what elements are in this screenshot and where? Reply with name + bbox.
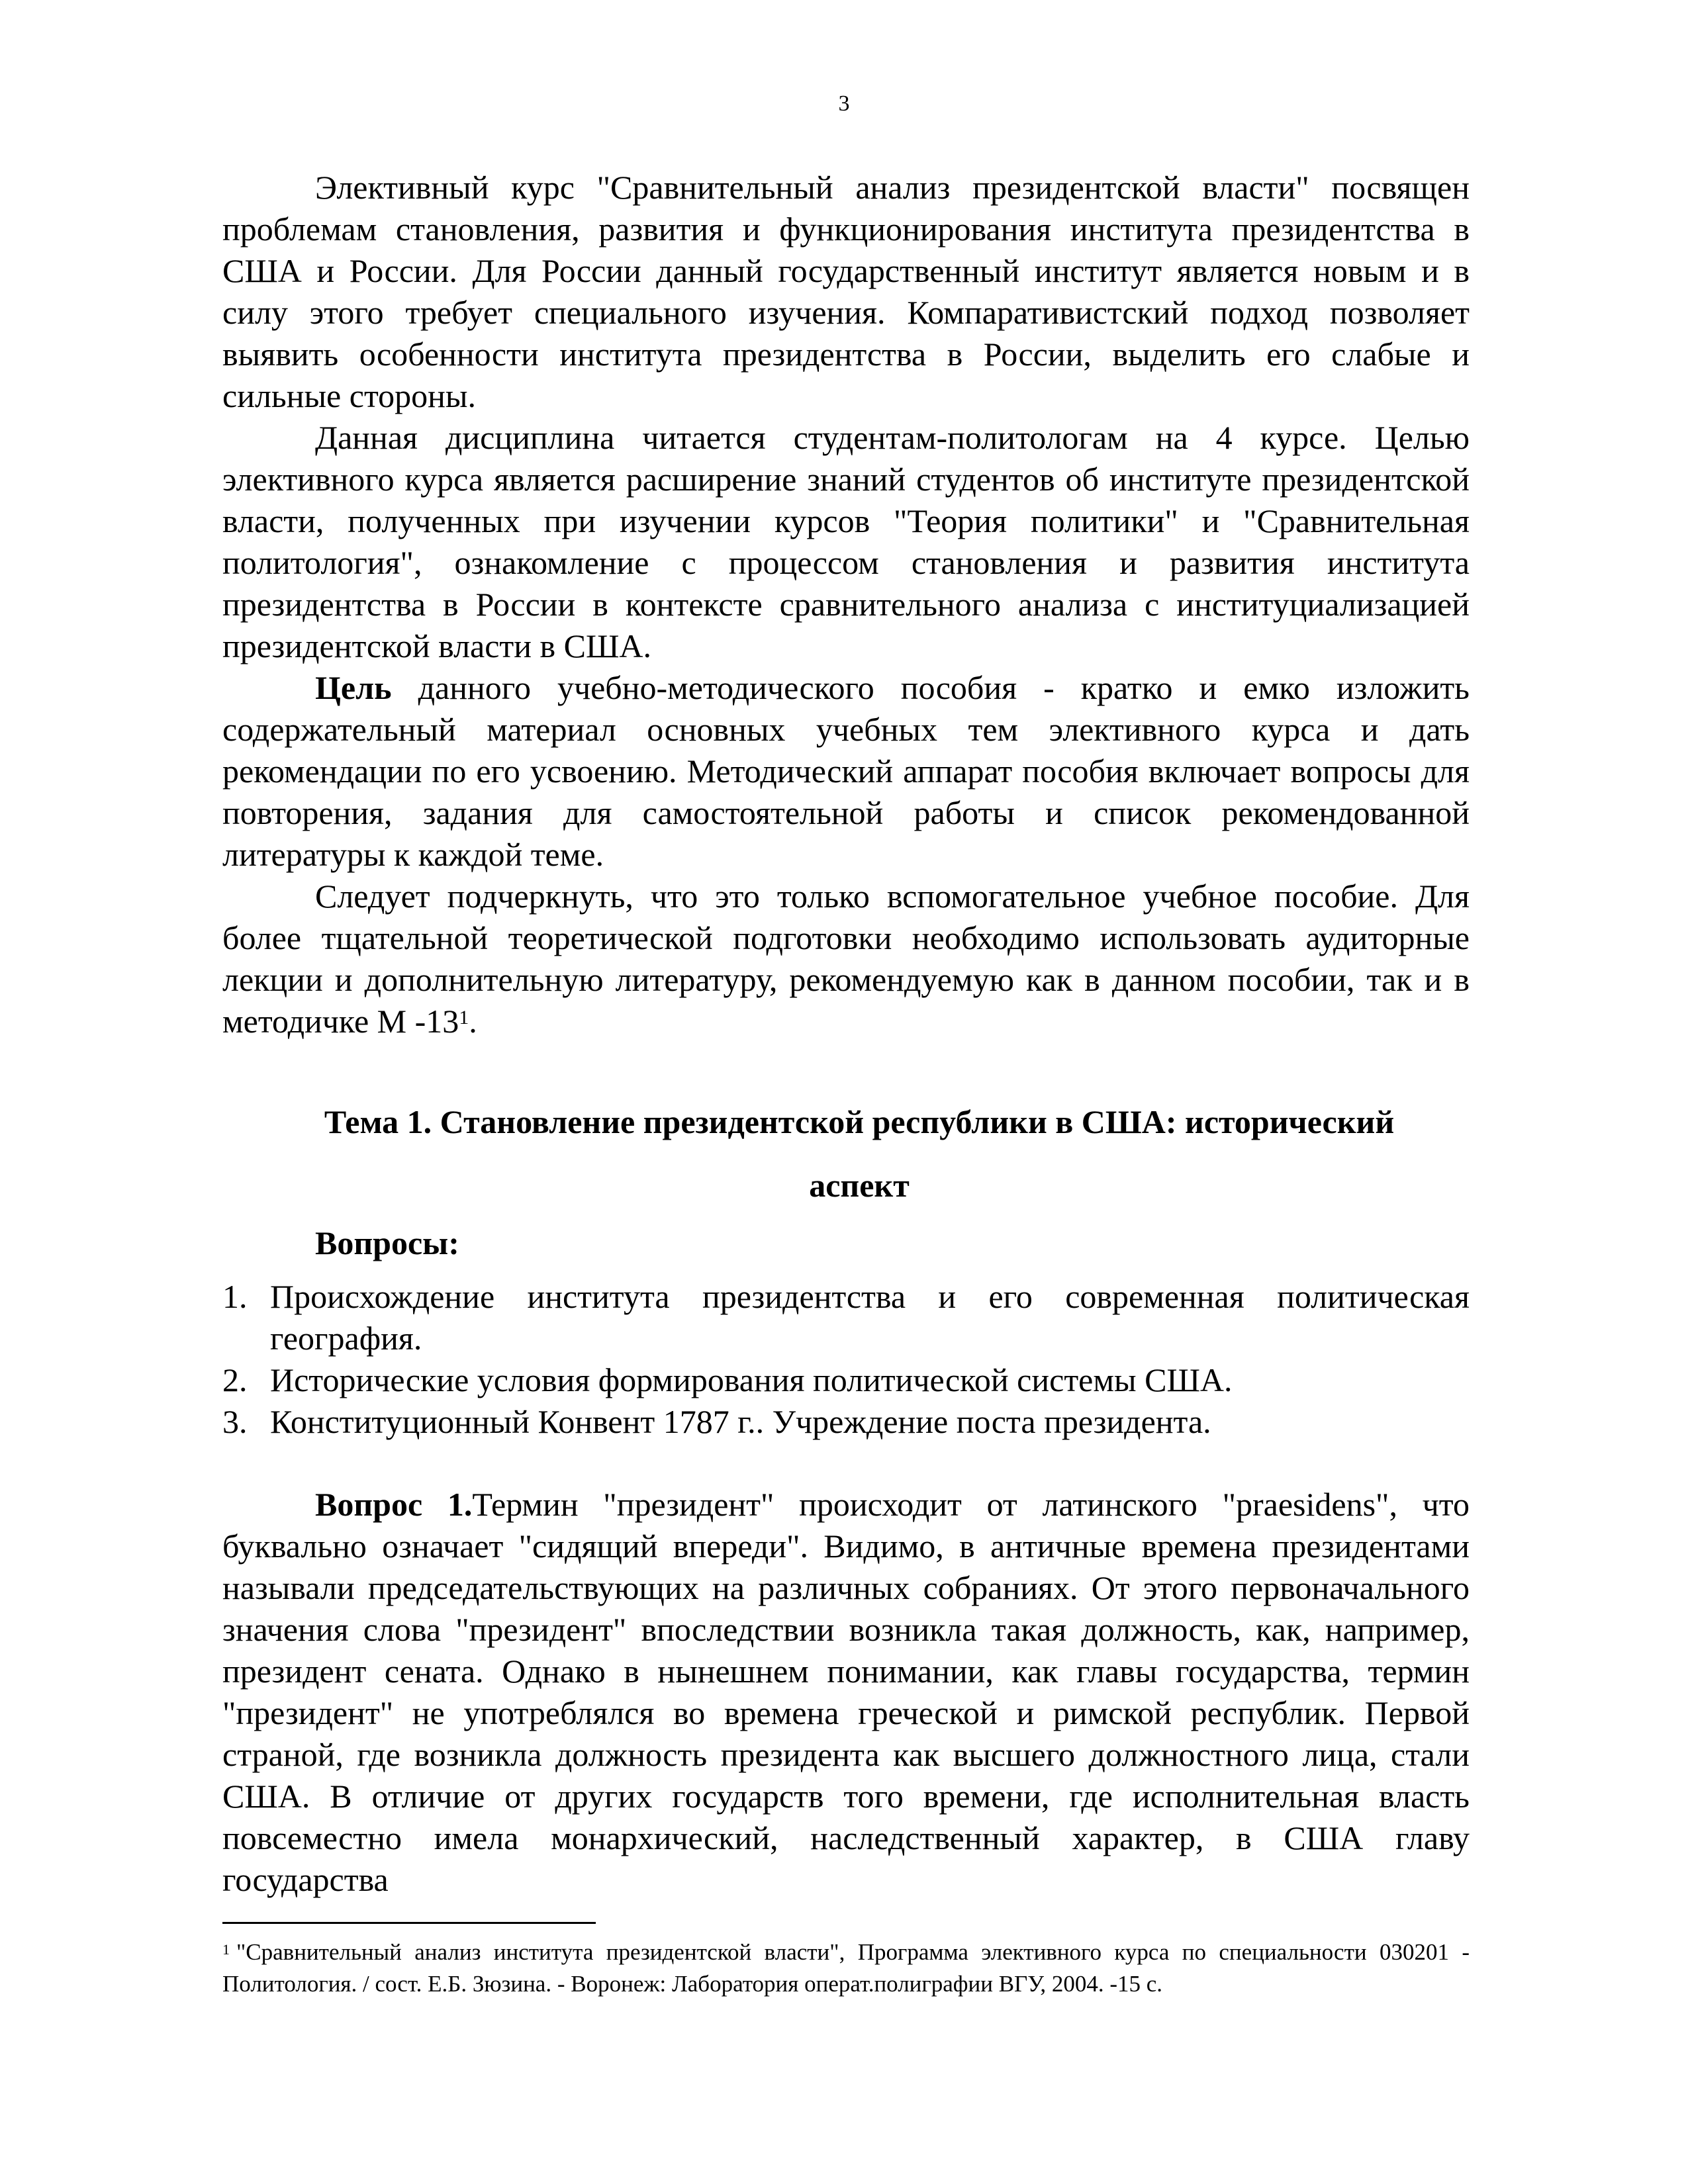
question-text: Исторические условия формирования политической системы США. xyxy=(270,1361,1233,1398)
questions-label: Вопросы: xyxy=(315,1224,459,1261)
question-text: Конституционный Конвент 1787 г.. Учреждение поста президента. xyxy=(270,1403,1211,1440)
goal-text: данного учебно-методического пособия - кратко и емко изложить содержательный материал основных учебных тем элективного курса и дать рекомендации по его усвоению. Методический аппарат пособия включает вопросы для повторения, задания для самостоятельной работы и список рекомендованной литературы к каждой теме. xyxy=(222,669,1470,873)
note-tail: . xyxy=(469,1003,477,1040)
footnote xyxy=(222,1936,1470,2000)
topic-heading-line-2: аспект xyxy=(809,1167,910,1204)
topic-heading-line-1: Тема 1. Становление президентской республики в США: исторический xyxy=(324,1103,1395,1140)
question-number: 2. xyxy=(222,1361,248,1398)
page-content xyxy=(222,167,1470,1901)
goal-label: Цель xyxy=(315,669,392,706)
question-item xyxy=(222,1276,1470,1359)
footnote-mark: 1 xyxy=(222,1941,230,1958)
footnote-text: "Сравнительный анализ института президентской власти", Программа элективного курса по специальности 030201 - Политология. / сост. Е.Б. Зюзина. - Воронеж: Лаборатория операт.полиграфии ВГУ, 2004. -15 с. xyxy=(222,1939,1470,1997)
question-text: Происхождение института президентства и его современная политическая география. xyxy=(270,1278,1470,1357)
note-paragraph xyxy=(222,876,1470,1042)
topic-heading xyxy=(222,1090,1470,1217)
question-number: 3. xyxy=(222,1403,248,1440)
question-number: 1. xyxy=(222,1278,248,1315)
question-1-text: Термин "президент" происходит от латинского "praesidens", что буквально означает "сидящий впереди". Видимо, в античные времена президентами называли председательствующих на различных собраниях. От этого первоначального значения слова "президент" впоследствии возникла такая должность, как, например, президент сената. Однако в нынешнем понимании, как главы государства, термин "президент" не употреблялся во времена греческой и римской республик. Первой страной, где возникла должность президента как высшего должностного лица, стали США. В отличие от других государств того времени, где исполнительная власть повсеместно имела монархический, наследственный характер, в США главу государства xyxy=(222,1486,1470,1898)
questions-list xyxy=(222,1276,1470,1443)
footnote-reference[interactable]: 1 xyxy=(459,1007,469,1028)
question-item xyxy=(222,1401,1470,1443)
question-1-label: Вопрос 1. xyxy=(315,1486,473,1523)
page-number: 3 xyxy=(838,91,850,116)
question-item xyxy=(222,1359,1470,1401)
intro-paragraph-2: Данная дисциплина читается студентам-политологам на 4 курсе. Целью элективного курса является расширение знаний студентов об институте президентской власти, полученных при изучении курсов "Теория политики" и "Сравнительная политология", ознакомление с процессом становления и развития института президентства в России в контексте сравнительного анализа с институциализацией президентской власти в США. xyxy=(222,419,1470,664)
goal-paragraph xyxy=(222,667,1470,876)
footnote-separator xyxy=(222,1922,596,1924)
note-text: Следует подчеркнуть, что это только вспомогательное учебное пособие. Для более тщательной теоретической подготовки необходимо использовать аудиторные лекции и дополнительную литературу, рекомендуемую как в данном пособии, так и в методичке М -13 xyxy=(222,878,1470,1040)
question-1-paragraph xyxy=(222,1484,1470,1901)
intro-paragraph-1: Элективный курс "Сравнительный анализ президентской власти" посвящен проблемам становления, развития и функционирования института президентства в США и России. Для России данный государственный институт является новым и в силу этого требует специального изучения. Компаративистский подход позволяет выявить особенности института президентства в России, выделить его слабые и сильные стороны. xyxy=(222,169,1470,414)
